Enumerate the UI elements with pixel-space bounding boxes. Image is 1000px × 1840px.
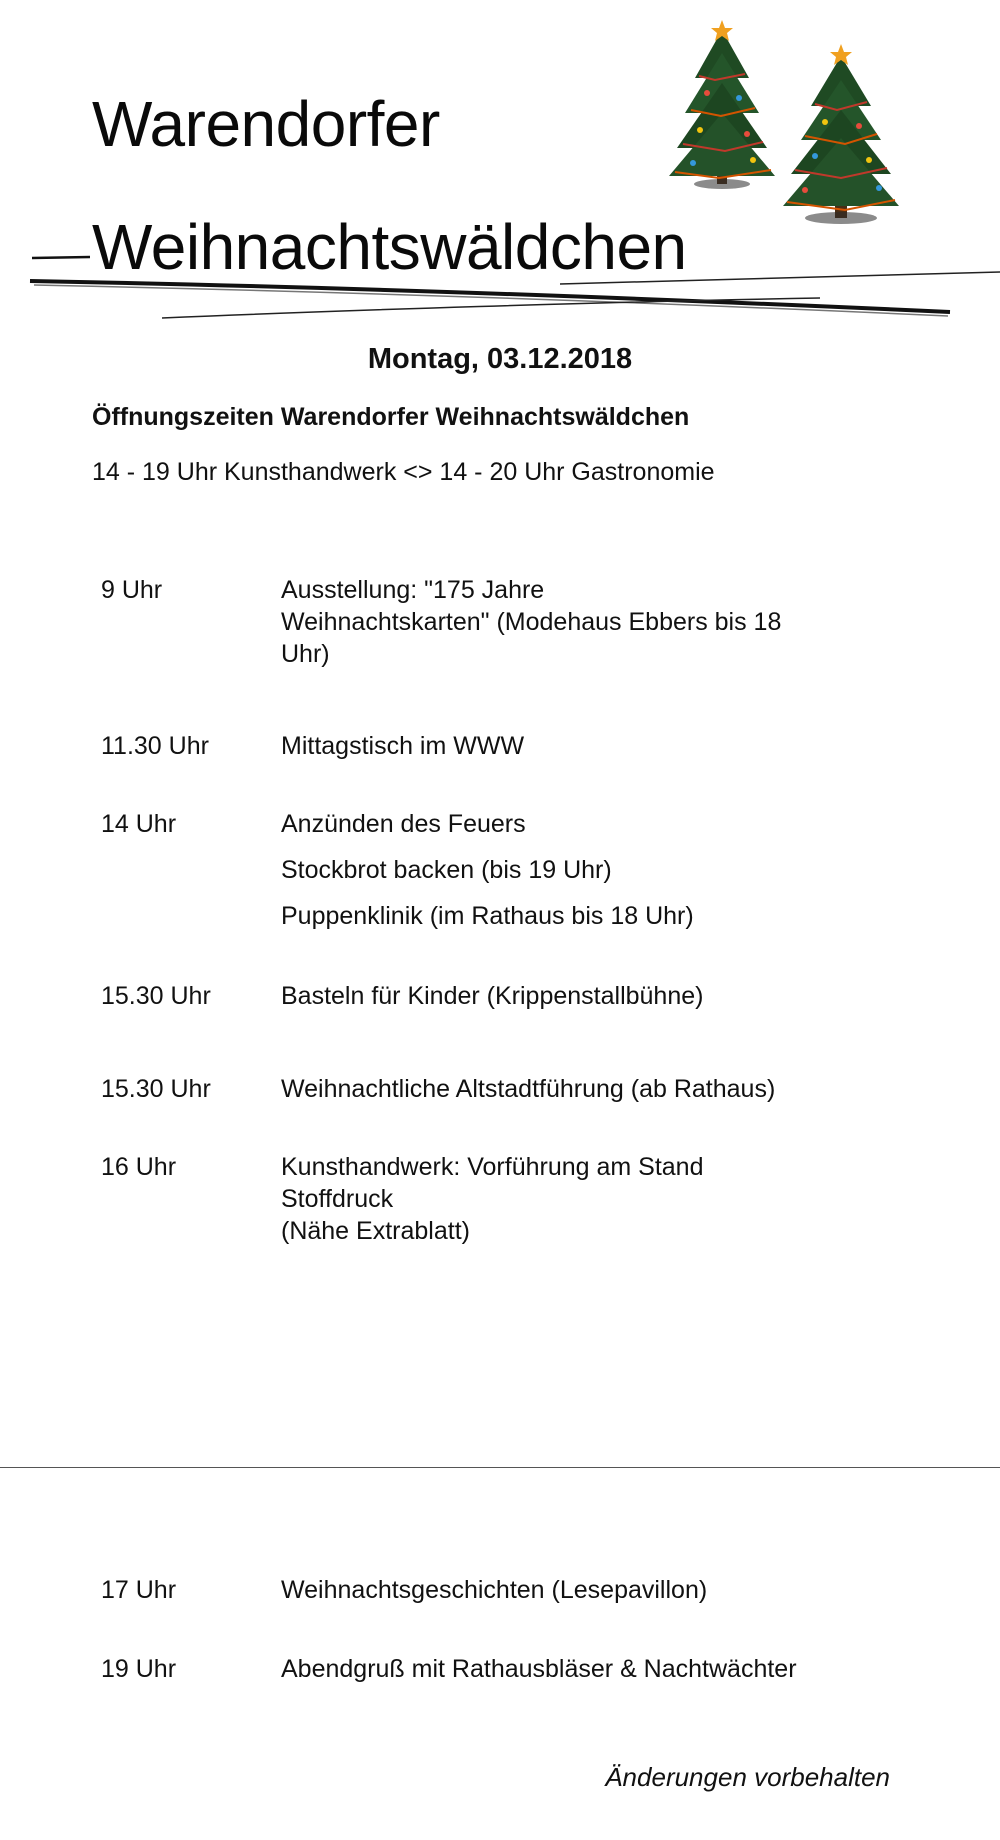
- schedule-line: Puppenklinik (im Rathaus bis 18 Uhr): [281, 902, 694, 930]
- schedule-line: Stockbrot backen (bis 19 Uhr): [281, 856, 612, 884]
- schedule-time: 15.30 Uhr: [101, 982, 211, 1010]
- schedule-line: Weihnachtsgeschichten (Lesepavillon): [281, 1576, 708, 1604]
- schedule-line: Stoffdruck: [281, 1185, 394, 1213]
- tree-left-icon: [669, 20, 775, 189]
- schedule-description: [281, 1653, 961, 1685]
- stroke-top: [32, 257, 90, 258]
- page-divider: [0, 1467, 1000, 1468]
- schedule-description: [281, 1073, 961, 1105]
- schedule-description: [281, 1574, 961, 1606]
- stroke-main-shadow: [34, 285, 948, 316]
- stroke-main: [30, 281, 950, 312]
- date-heading: Montag, 03.12.2018: [367, 343, 633, 375]
- schedule-description: [281, 980, 961, 1012]
- disclaimer-text: Änderungen vorbehalten: [605, 1762, 890, 1792]
- page-title-line-1: Warendorfer: [92, 88, 440, 160]
- schedule-time: 15.30 Uhr: [101, 1075, 211, 1103]
- page-title-line-2: Weihnachtswäldchen: [92, 211, 687, 283]
- schedule-line: Basteln für Kinder (Krippenstallbühne): [281, 982, 704, 1010]
- schedule-line: Kunsthandwerk: Vorführung am Stand: [281, 1153, 704, 1181]
- schedule-description: [281, 1151, 961, 1247]
- schedule-description: [281, 808, 961, 932]
- christmas-trees-icon: [655, 18, 925, 243]
- schedule-time: 19 Uhr: [101, 1655, 177, 1683]
- schedule-line: Weihnachtliche Altstadtführung (ab Rathaus): [281, 1075, 776, 1103]
- schedule-line: Ausstellung: "175 Jahre: [281, 576, 545, 604]
- tree-right-icon: [783, 44, 899, 224]
- schedule-description: [281, 574, 961, 670]
- opening-hours-text: 14 - 19 Uhr Kunsthandwerk <> 14 - 20 Uhr Gastronomie: [92, 458, 715, 486]
- schedule-time: 16 Uhr: [101, 1153, 177, 1181]
- schedule-line: Weihnachtskarten" (Modehaus Ebbers bis 18: [281, 608, 782, 636]
- schedule-line: Mittagstisch im WWW: [281, 732, 525, 760]
- stroke-right: [560, 272, 1000, 284]
- schedule-line: Anzünden des Feuers: [281, 810, 526, 838]
- schedule-line: (Nähe Extrablatt): [281, 1217, 470, 1245]
- schedule-line: Abendgruß mit Rathausbläser & Nachtwächter: [281, 1655, 797, 1683]
- schedule-description: [281, 730, 961, 762]
- schedule-time: 9 Uhr: [101, 576, 163, 604]
- opening-hours-heading: Öffnungszeiten Warendorfer Weihnachtswäldchen: [92, 403, 690, 431]
- schedule-time: 14 Uhr: [101, 810, 177, 838]
- header-strokes: [0, 240, 1000, 320]
- schedule-time: 11.30 Uhr: [101, 732, 209, 760]
- schedule-line: Uhr): [281, 640, 330, 668]
- schedule-time: 17 Uhr: [101, 1576, 177, 1604]
